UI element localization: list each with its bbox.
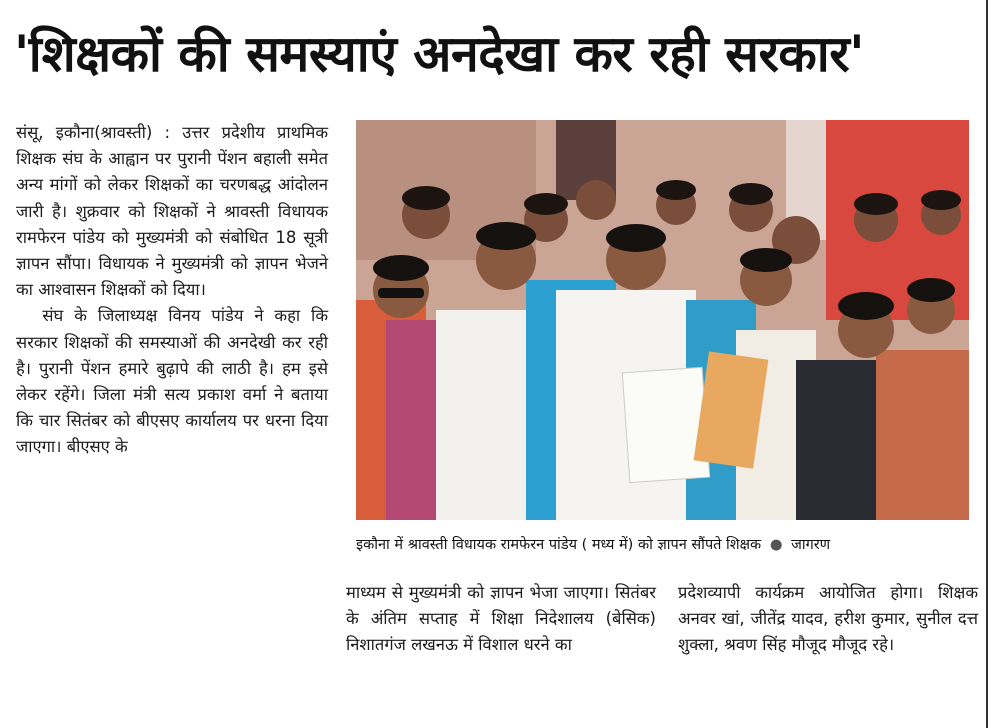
caption-text: इकौना में श्रावस्ती विधायक रामफेरन पांडेय ( मध्य में) को ज्ञापन सौंपते शिक्षक: [356, 537, 762, 553]
article-paragraph-2: संघ के जिलाध्यक्ष विनय पांडेय ने कहा कि सरकार शिक्षकों की समस्याओं की अनदेखी कर रही है। पुरानी पेंशन हमारे बुढ़ापे की लाठी है। हम इसे लेकर रहेंगे। जिला मंत्री सत्य प्रकाश वर्मा ने बताया कि चार सितंबर को बीएसए कार्यालय पर धरना दिया जाएगा। बीएसए के: [16, 306, 328, 457]
article-paragraph-3: माध्यम से मुख्यमंत्री को ज्ञापन भेजा जाएगा। सितंबर के अंतिम सप्ताह में शिक्षा निदेशालय (बेसिक) निशातगंज लखनऊ में विशाल धरने का: [346, 583, 656, 655]
caption-credit: जागरण: [791, 537, 831, 553]
news-photo: [356, 120, 969, 520]
article-headline: 'शिक्षकों की समस्याएं अनदेखा कर रही सरकार': [14, 25, 865, 83]
article-column-middle: [346, 580, 656, 659]
page-edge-rule: [986, 0, 988, 728]
photo-caption: [356, 534, 976, 554]
article-paragraph-4: प्रदेशव्यापी कार्यक्रम आयोजित होगा। शिक्षक अनवर खां, जीतेंद्र यादव, हरीश कुमार, सुनील दत्त शुक्ला, श्रवण सिंह मौजूद मौजूद रहे।: [678, 583, 978, 655]
article-column-right: [678, 580, 978, 659]
article-paragraph-1: संसू, इकौना(श्रावस्ती) : उत्तर प्रदेशीय प्राथमिक शिक्षक संघ के आह्वान पर पुरानी पेंशन बहाली समेत अन्य मांगों को लेकर शिक्षकों का चरणबद्ध आंदोलन जारी है। शुक्रवार को शिक्षकों ने श्रावस्ती विधायक रामफेरन पांडेय को मुख्यमंत्री को संबोधित 18 सूत्री ज्ञापन सौंपा। विधायक ने मुख्यमंत्री को ज्ञापन भेजने का आश्वासन शिक्षकों को दिया।: [16, 123, 328, 300]
news-photo-illustration: [356, 120, 969, 520]
article-column-left: [16, 120, 328, 461]
caption-bullet-icon: ●: [769, 537, 783, 553]
